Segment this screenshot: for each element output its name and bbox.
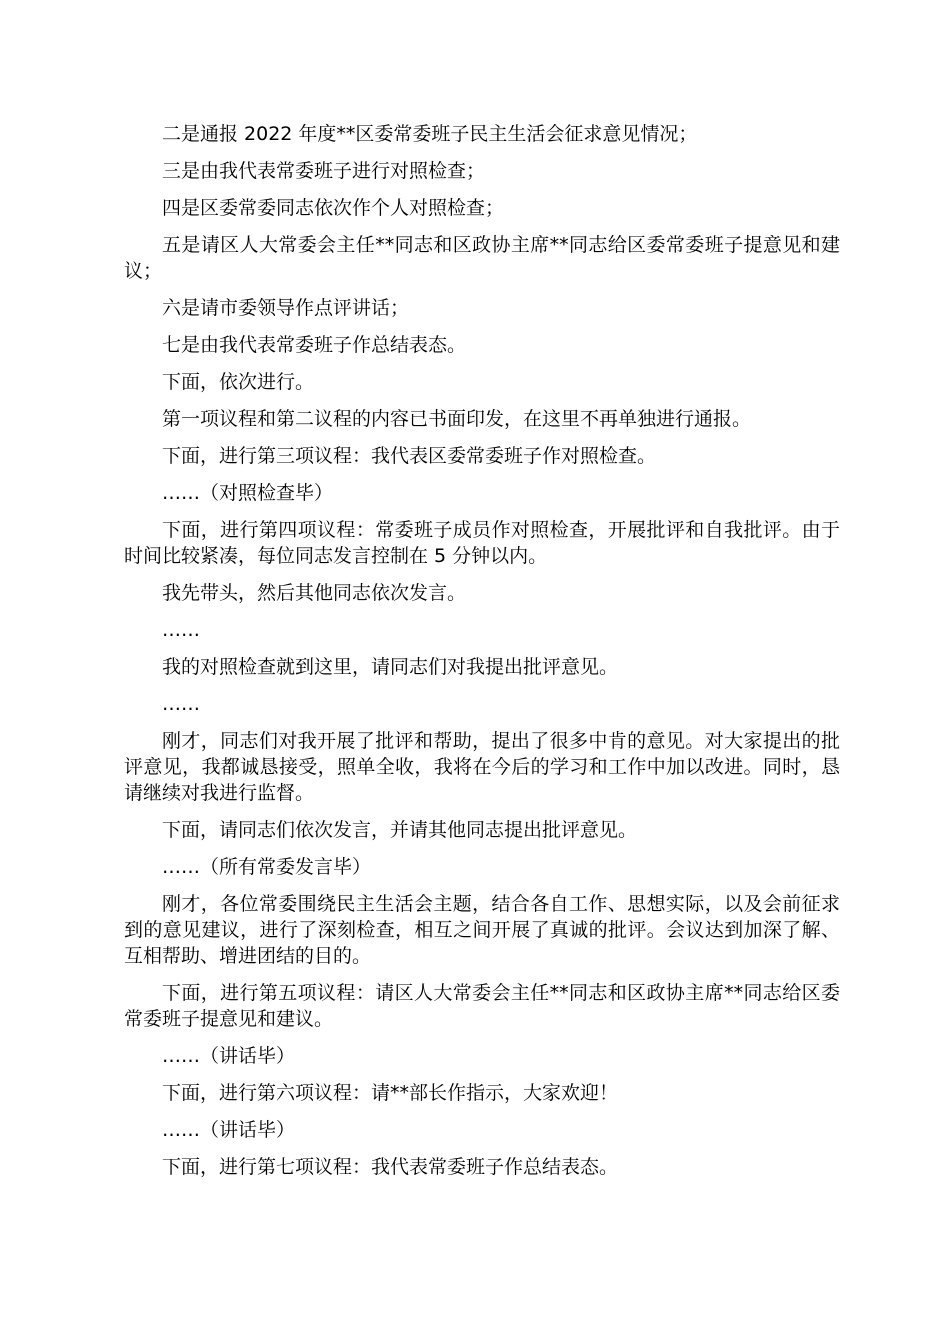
paragraph: 三是由我代表常委班子进行对照检查； bbox=[162, 160, 486, 182]
document-body bbox=[124, 121, 840, 1191]
paragraph: …… bbox=[162, 693, 200, 715]
paragraph: 七是由我代表常委班子作总结表态。 bbox=[162, 334, 467, 356]
paragraph: 下面，进行第三项议程：我代表区委常委班子作对照检查。 bbox=[162, 445, 657, 467]
paragraph: 五是请区人大常委会主任**同志和区政协主席**同志给区委常委班子提意见和建议； bbox=[124, 234, 840, 282]
paragraph: 六是请市委领导作点评讲话； bbox=[162, 297, 410, 319]
paragraph: ……（所有常委发言毕） bbox=[162, 856, 372, 878]
paragraph: ……（讲话毕） bbox=[162, 1045, 296, 1067]
paragraph: 第一项议程和第二议程的内容已书面印发，在这里不再单独进行通报。 bbox=[162, 408, 752, 430]
paragraph: 我的对照检查就到这里，请同志们对我提出批评意见。 bbox=[162, 656, 619, 678]
paragraph: 下面，进行第五项议程：请区人大常委会主任**同志和区政协主席**同志给区委常委班子提意见和建议。 bbox=[124, 982, 840, 1030]
paragraph: 四是区委常委同志依次作个人对照检查； bbox=[162, 197, 505, 219]
paragraph: 我先带头，然后其他同志依次发言。 bbox=[162, 582, 467, 604]
paragraph: ……（对照检查毕） bbox=[162, 482, 334, 504]
paragraph: 下面，进行第七项议程：我代表常委班子作总结表态。 bbox=[162, 1156, 619, 1178]
paragraph: 下面，请同志们依次发言，并请其他同志提出批评意见。 bbox=[162, 819, 638, 841]
paragraph: 刚才，同志们对我开展了批评和帮助，提出了很多中肯的意见。对大家提出的批评意见，我都诚恳接受，照单全收，我将在今后的学习和工作中加以改进。同时，恳请继续对我进行监督。 bbox=[124, 730, 840, 804]
paragraph: 下面，进行第四项议程：常委班子成员作对照检查，开展批评和自我批评。由于时间比较紧凑，每位同志发言控制在 5 分钟以内。 bbox=[124, 519, 840, 567]
paragraph: 刚才，各位常委围绕民主生活会主题，结合各自工作、思想实际，以及会前征求到的意见建议，进行了深刻检查，相互之间开展了真诚的批评。会议达到加深了解、互相帮助、增进团结的目的。 bbox=[124, 893, 840, 967]
paragraph: …… bbox=[162, 619, 200, 641]
paragraph: 下面，依次进行。 bbox=[162, 371, 315, 393]
paragraph: 下面，进行第六项议程：请**部长作指示，大家欢迎！ bbox=[162, 1082, 619, 1104]
paragraph: ……（讲话毕） bbox=[162, 1119, 296, 1141]
paragraph: 二是通报 2022 年度**区委常委班子民主生活会征求意见情况； bbox=[162, 123, 698, 145]
